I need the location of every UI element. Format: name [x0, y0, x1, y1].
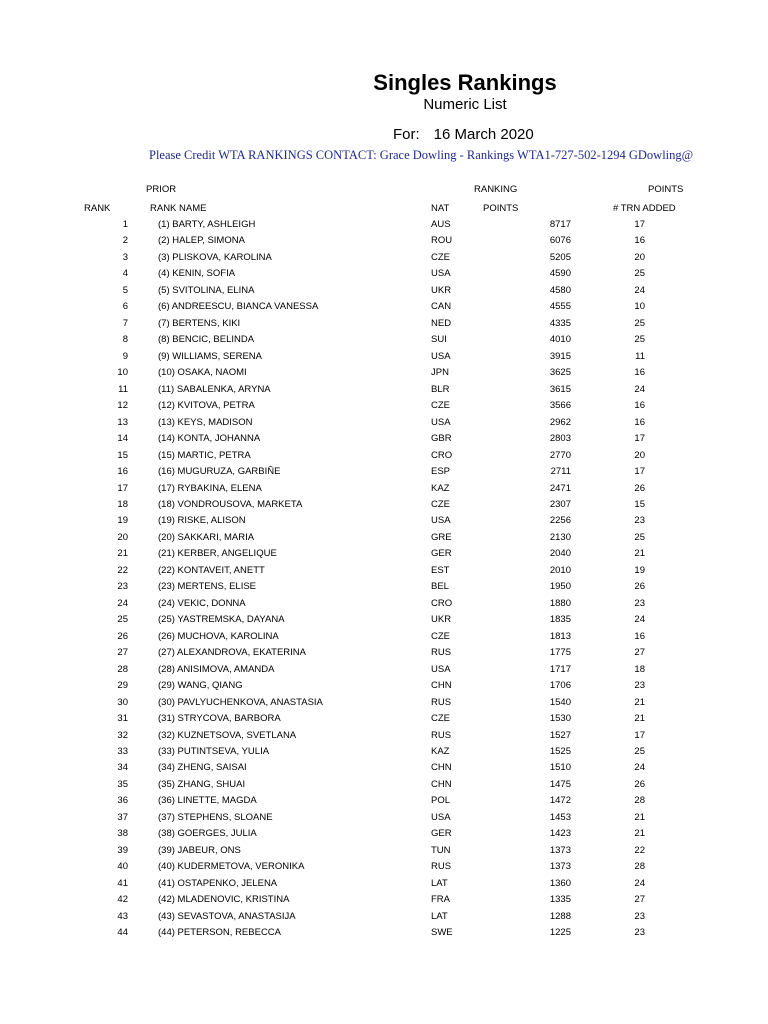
rank-cell: 21	[117, 548, 128, 560]
table-row	[0, 744, 768, 760]
tournaments-cell: 21	[634, 811, 645, 823]
player-name-cell: (33) PUTINTSEVA, YULIA	[158, 746, 270, 757]
table-row	[0, 563, 768, 579]
rank-cell: 15	[117, 449, 128, 461]
nationality-cell: USA	[431, 515, 451, 527]
tournaments-cell: 20	[634, 449, 645, 461]
points-cell: 3566	[549, 400, 571, 412]
nationality-cell: CZE	[431, 400, 450, 412]
rank-cell: 24	[117, 597, 128, 609]
table-row	[0, 283, 768, 299]
rank-cell: 12	[117, 400, 128, 412]
table-row	[0, 530, 768, 546]
table-row	[0, 497, 768, 513]
points-cell: 4010	[549, 334, 571, 346]
points-cell: 1423	[549, 828, 571, 840]
nationality-cell: EST	[431, 564, 450, 576]
header-points: POINTS	[483, 203, 519, 214]
points-cell: 3625	[549, 367, 571, 379]
nationality-cell: GRE	[431, 531, 452, 543]
player-name-cell: (16) MUGURUZA, GARBIÑE	[158, 466, 281, 478]
points-cell: 4555	[549, 301, 571, 313]
points-cell: 1475	[549, 778, 571, 790]
nationality-cell: USA	[431, 350, 451, 362]
player-name-cell: (24) VEKIC, DONNA	[158, 597, 246, 609]
tournaments-cell: 16	[634, 235, 645, 247]
tournaments-cell: 19	[634, 564, 645, 576]
header-rank: RANK	[84, 203, 111, 214]
points-cell: 1717	[549, 663, 571, 675]
tournaments-cell: 26	[634, 778, 645, 790]
points-cell: 2770	[549, 449, 571, 461]
page-title: Singles Rankings	[373, 70, 557, 95]
table-row	[0, 909, 768, 925]
rank-cell: 30	[117, 696, 128, 708]
rankings-table	[0, 217, 768, 942]
points-cell: 1288	[549, 910, 571, 922]
player-name-cell: (9) WILLIAMS, SERENA	[158, 350, 262, 362]
rank-cell: 26	[117, 630, 128, 642]
tournaments-cell: 15	[634, 498, 645, 510]
tournaments-cell: 21	[634, 828, 645, 840]
tournaments-cell: 25	[634, 746, 645, 757]
nationality-cell: CRO	[431, 449, 453, 461]
points-cell: 2010	[549, 564, 571, 576]
rank-cell: 7	[122, 317, 128, 329]
rank-cell: 11	[118, 383, 128, 395]
player-name-cell: (13) KEYS, MADISON	[158, 416, 253, 428]
table-row	[0, 612, 768, 628]
nationality-cell: LAT	[431, 877, 448, 889]
player-name-cell: (4) KENIN, SOFIA	[158, 268, 236, 280]
player-name-cell: (8) BENCIC, BELINDA	[158, 334, 255, 346]
tournaments-cell: 27	[634, 647, 645, 659]
points-cell: 4590	[549, 268, 571, 280]
rank-cell: 28	[117, 663, 128, 675]
tournaments-cell: 23	[634, 910, 645, 922]
rank-cell: 36	[117, 795, 128, 807]
tournaments-cell: 20	[634, 251, 645, 263]
rank-cell: 17	[117, 482, 128, 494]
nationality-cell: ESP	[431, 466, 451, 478]
player-name-cell: (6) ANDREESCU, BIANCA VANESSA	[158, 301, 319, 313]
rank-cell: 43	[117, 910, 128, 922]
tournaments-cell: 10	[634, 301, 645, 313]
tournaments-cell: 21	[634, 696, 645, 708]
table-row	[0, 546, 768, 562]
player-name-cell: (25) YASTREMSKA, DAYANA	[158, 614, 285, 626]
page-subtitle: Numeric List	[423, 96, 507, 113]
nationality-cell: FRA	[431, 894, 450, 906]
rank-cell: 6	[122, 301, 128, 313]
points-cell: 3615	[549, 383, 571, 395]
nationality-cell: CZE	[431, 251, 450, 263]
tournaments-cell: 11	[635, 350, 645, 362]
tournaments-cell: 25	[634, 334, 645, 346]
table-row	[0, 793, 768, 809]
tournaments-cell: 17	[634, 729, 645, 741]
tournaments-cell: 24	[634, 762, 645, 774]
table-row	[0, 398, 768, 414]
tournaments-cell: 24	[634, 877, 645, 889]
points-cell: 2803	[549, 433, 571, 445]
tournaments-cell: 27	[634, 894, 645, 906]
player-name-cell: (10) OSAKA, NAOMI	[158, 367, 247, 379]
tournaments-cell: 25	[634, 531, 645, 543]
table-row	[0, 711, 768, 727]
tournaments-cell: 16	[634, 400, 645, 412]
rank-cell: 32	[117, 729, 128, 741]
nationality-cell: CRO	[431, 597, 453, 609]
nationality-cell: RUS	[431, 696, 452, 708]
nationality-cell: CZE	[431, 713, 450, 725]
points-cell: 2256	[549, 515, 571, 527]
table-row	[0, 349, 768, 365]
player-name-cell: (27) ALEXANDROVA, EKATERINA	[158, 647, 306, 659]
rank-cell: 44	[117, 927, 128, 939]
player-name-cell: (7) BERTENS, KIKI	[158, 317, 241, 329]
nationality-cell: UKR	[431, 284, 452, 296]
nationality-cell: CHN	[431, 762, 452, 774]
nationality-cell: USA	[431, 811, 451, 823]
tournaments-cell: 17	[634, 433, 645, 445]
rank-cell: 40	[117, 861, 128, 873]
table-row	[0, 233, 768, 249]
points-cell: 4580	[549, 284, 571, 296]
points-cell: 5205	[549, 251, 571, 263]
tournaments-cell: 28	[634, 861, 645, 873]
points-cell: 1373	[549, 844, 571, 856]
table-row	[0, 579, 768, 595]
rank-cell: 23	[117, 581, 128, 593]
player-name-cell: (22) KONTAVEIT, ANETT	[158, 564, 265, 576]
tournaments-cell: 21	[634, 713, 645, 725]
nationality-cell: SUI	[431, 334, 447, 346]
player-name-cell: (14) KONTA, JOHANNA	[158, 433, 261, 445]
rank-cell: 14	[117, 433, 128, 445]
rank-cell: 3	[122, 251, 128, 263]
points-cell: 1525	[549, 746, 571, 757]
rank-cell: 34	[117, 762, 128, 774]
table-row	[0, 629, 768, 645]
player-name-cell: (36) LINETTE, MAGDA	[158, 795, 257, 807]
player-name-cell: (20) SAKKARI, MARIA	[158, 531, 255, 543]
rank-cell: 33	[117, 746, 128, 757]
rank-cell: 5	[122, 284, 128, 296]
table-row	[0, 826, 768, 842]
player-name-cell: (23) MERTENS, ELISE	[158, 581, 257, 593]
points-cell: 8717	[549, 219, 571, 230]
player-name-cell: (35) ZHANG, SHUAI	[158, 778, 246, 790]
table-row	[0, 332, 768, 348]
player-name-cell: (32) KUZNETSOVA, SVETLANA	[158, 729, 297, 741]
tournaments-cell: 26	[634, 581, 645, 593]
table-row	[0, 678, 768, 694]
tournaments-cell: 23	[634, 927, 645, 939]
table-row	[0, 728, 768, 744]
points-cell: 2307	[549, 498, 571, 510]
player-name-cell: (18) VONDROUSOVA, MARKETA	[158, 498, 303, 510]
tournaments-cell: 16	[634, 416, 645, 428]
points-cell: 2962	[549, 416, 571, 428]
nationality-cell: RUS	[431, 647, 452, 659]
credit-line: Please Credit WTA RANKINGS CONTACT: Grace Dowling - Rankings WTA1-727-502-1294 GDowling@	[149, 148, 694, 162]
rank-cell: 27	[117, 647, 128, 659]
points-cell: 1880	[549, 597, 571, 609]
rank-cell: 10	[117, 367, 128, 379]
rank-cell: 37	[117, 811, 128, 823]
nationality-cell: BEL	[431, 581, 449, 593]
table-row	[0, 481, 768, 497]
points-cell: 2040	[549, 548, 571, 560]
header-prior: PRIOR	[146, 184, 177, 195]
rank-cell: 19	[117, 515, 128, 527]
player-name-cell: (26) MUCHOVA, KAROLINA	[158, 630, 279, 642]
tournaments-cell: 24	[634, 284, 645, 296]
table-row	[0, 217, 768, 233]
table-row	[0, 415, 768, 431]
player-name-cell: (40) KUDERMETOVA, VERONIKA	[158, 861, 305, 873]
tournaments-cell: 25	[634, 317, 645, 329]
tournaments-cell: 16	[634, 630, 645, 642]
nationality-cell: GER	[431, 548, 452, 560]
player-name-cell: (2) HALEP, SIMONA	[158, 235, 245, 247]
tournaments-cell: 16	[634, 367, 645, 379]
table-row	[0, 596, 768, 612]
player-name-cell: (39) JABEUR, ONS	[158, 844, 241, 856]
player-name-cell: (30) PAVLYUCHENKOVA, ANASTASIA	[158, 696, 323, 708]
rank-cell: 31	[117, 713, 128, 725]
nationality-cell: GBR	[431, 433, 452, 445]
table-row	[0, 250, 768, 266]
table-row	[0, 431, 768, 447]
header-points-top: POINTS	[648, 184, 684, 195]
points-cell: 2471	[549, 482, 571, 494]
nationality-cell: RUS	[431, 861, 452, 873]
nationality-cell: CAN	[431, 301, 452, 313]
nationality-cell: POL	[431, 795, 451, 807]
ranking-date: 16 March 2020	[433, 126, 534, 143]
points-cell: 1453	[549, 811, 571, 823]
header-nat: NAT	[431, 203, 450, 214]
points-cell: 1530	[549, 713, 571, 725]
header-trn-added: # TRN ADDED	[613, 203, 676, 214]
points-cell: 1225	[549, 927, 571, 939]
nationality-cell: AUS	[431, 219, 451, 230]
header-ranking: RANKING	[474, 184, 518, 195]
table-row	[0, 777, 768, 793]
rank-cell: 25	[117, 614, 128, 626]
nationality-cell: KAZ	[431, 482, 450, 494]
nationality-cell: TUN	[431, 844, 451, 856]
nationality-cell: USA	[431, 663, 451, 675]
rank-cell: 13	[117, 416, 128, 428]
rank-cell: 38	[117, 828, 128, 840]
nationality-cell: NED	[431, 317, 452, 329]
tournaments-cell: 23	[634, 597, 645, 609]
table-row	[0, 299, 768, 315]
table-row	[0, 843, 768, 859]
points-cell: 1775	[549, 647, 571, 659]
player-name-cell: (37) STEPHENS, SLOANE	[158, 811, 273, 823]
player-name-cell: (34) ZHENG, SAISAI	[158, 762, 247, 774]
player-name-cell: (11) SABALENKA, ARYNA	[158, 383, 271, 395]
table-row	[0, 513, 768, 529]
rank-cell: 8	[122, 334, 128, 346]
player-name-cell: (15) MARTIC, PETRA	[158, 449, 251, 461]
tournaments-cell: 22	[634, 844, 645, 856]
nationality-cell: CHN	[431, 778, 452, 790]
nationality-cell: ROU	[431, 235, 453, 247]
player-name-cell: (1) BARTY, ASHLEIGH	[158, 219, 256, 230]
player-name-cell: (29) WANG, QIANG	[158, 680, 243, 692]
nationality-cell: GER	[431, 828, 452, 840]
nationality-cell: USA	[431, 268, 451, 280]
rank-cell: 4	[122, 268, 128, 280]
rank-cell: 9	[122, 350, 128, 362]
date-line	[393, 126, 534, 143]
player-name-cell: (38) GOERGES, JULIA	[158, 828, 257, 840]
player-name-cell: (12) KVITOVA, PETRA	[158, 400, 255, 412]
player-name-cell: (31) STRYCOVA, BARBORA	[158, 713, 281, 725]
table-row	[0, 662, 768, 678]
player-name-cell: (41) OSTAPENKO, JELENA	[158, 877, 278, 889]
tournaments-cell: 25	[634, 268, 645, 280]
for-label: For:	[393, 126, 420, 143]
points-cell: 1540	[549, 696, 571, 708]
rank-cell: 42	[117, 894, 128, 906]
nationality-cell: SWE	[431, 927, 453, 939]
table-row	[0, 810, 768, 826]
player-name-cell: (3) PLISKOVA, KAROLINA	[158, 251, 272, 263]
points-cell: 1472	[549, 795, 571, 807]
rank-cell: 41	[117, 877, 128, 889]
nationality-cell: KAZ	[431, 746, 450, 757]
table-row	[0, 266, 768, 282]
player-name-cell: (19) RISKE, ALISON	[158, 515, 246, 527]
points-cell: 2130	[549, 531, 571, 543]
player-name-cell: (28) ANISIMOVA, AMANDA	[158, 663, 275, 675]
rank-cell: 2	[122, 235, 128, 247]
points-cell: 1706	[549, 680, 571, 692]
rank-cell: 20	[117, 531, 128, 543]
tournaments-cell: 24	[634, 383, 645, 395]
rank-cell: 29	[117, 680, 128, 692]
player-name-cell: (43) SEVASTOVA, ANASTASIJA	[158, 910, 296, 922]
nationality-cell: CZE	[431, 498, 450, 510]
rank-cell: 39	[117, 844, 128, 856]
tournaments-cell: 26	[634, 482, 645, 494]
tournaments-cell: 23	[634, 515, 645, 527]
rank-cell: 1	[122, 219, 128, 230]
table-row	[0, 892, 768, 908]
table-row	[0, 365, 768, 381]
table-row	[0, 464, 768, 480]
points-cell: 1373	[549, 861, 571, 873]
tournaments-cell: 23	[634, 680, 645, 692]
table-row	[0, 859, 768, 875]
nationality-cell: BLR	[431, 383, 450, 395]
nationality-cell: UKR	[431, 614, 452, 626]
tournaments-cell: 21	[634, 548, 645, 560]
nationality-cell: LAT	[431, 910, 448, 922]
table-row	[0, 448, 768, 464]
points-cell: 6076	[549, 235, 571, 247]
table-row	[0, 645, 768, 661]
nationality-cell: CZE	[431, 630, 450, 642]
rank-cell: 35	[117, 778, 128, 790]
rank-cell: 18	[117, 498, 128, 510]
player-name-cell: (17) RYBAKINA, ELENA	[158, 482, 262, 494]
tournaments-cell: 17	[634, 466, 645, 478]
points-cell: 2711	[550, 466, 571, 478]
player-name-cell: (42) MLADENOVIC, KRISTINA	[158, 894, 290, 906]
nationality-cell: CHN	[431, 680, 452, 692]
table-row	[0, 316, 768, 332]
points-cell: 1510	[549, 762, 571, 774]
points-cell: 1950	[549, 581, 571, 593]
rank-cell: 22	[117, 564, 128, 576]
tournaments-cell: 24	[634, 614, 645, 626]
nationality-cell: RUS	[431, 729, 452, 741]
tournaments-cell: 18	[634, 663, 645, 675]
points-cell: 4335	[549, 317, 571, 329]
header-rank-name: RANK NAME	[150, 203, 207, 214]
table-row	[0, 382, 768, 398]
points-cell: 1527	[549, 729, 571, 741]
points-cell: 1335	[549, 894, 571, 906]
tournaments-cell: 28	[634, 795, 645, 807]
player-name-cell: (44) PETERSON, REBECCA	[158, 927, 281, 939]
nationality-cell: USA	[431, 416, 451, 428]
table-row	[0, 695, 768, 711]
points-cell: 1360	[549, 877, 571, 889]
player-name-cell: (21) KERBER, ANGELIQUE	[158, 548, 277, 560]
table-row	[0, 876, 768, 892]
nationality-cell: JPN	[431, 367, 449, 379]
rank-cell: 16	[117, 466, 128, 478]
player-name-cell: (5) SVITOLINA, ELINA	[158, 284, 255, 296]
points-cell: 1835	[549, 614, 571, 626]
points-cell: 1813	[549, 630, 571, 642]
points-cell: 3915	[549, 350, 571, 362]
table-row	[0, 925, 768, 941]
tournaments-cell: 17	[634, 219, 645, 230]
table-row	[0, 760, 768, 776]
